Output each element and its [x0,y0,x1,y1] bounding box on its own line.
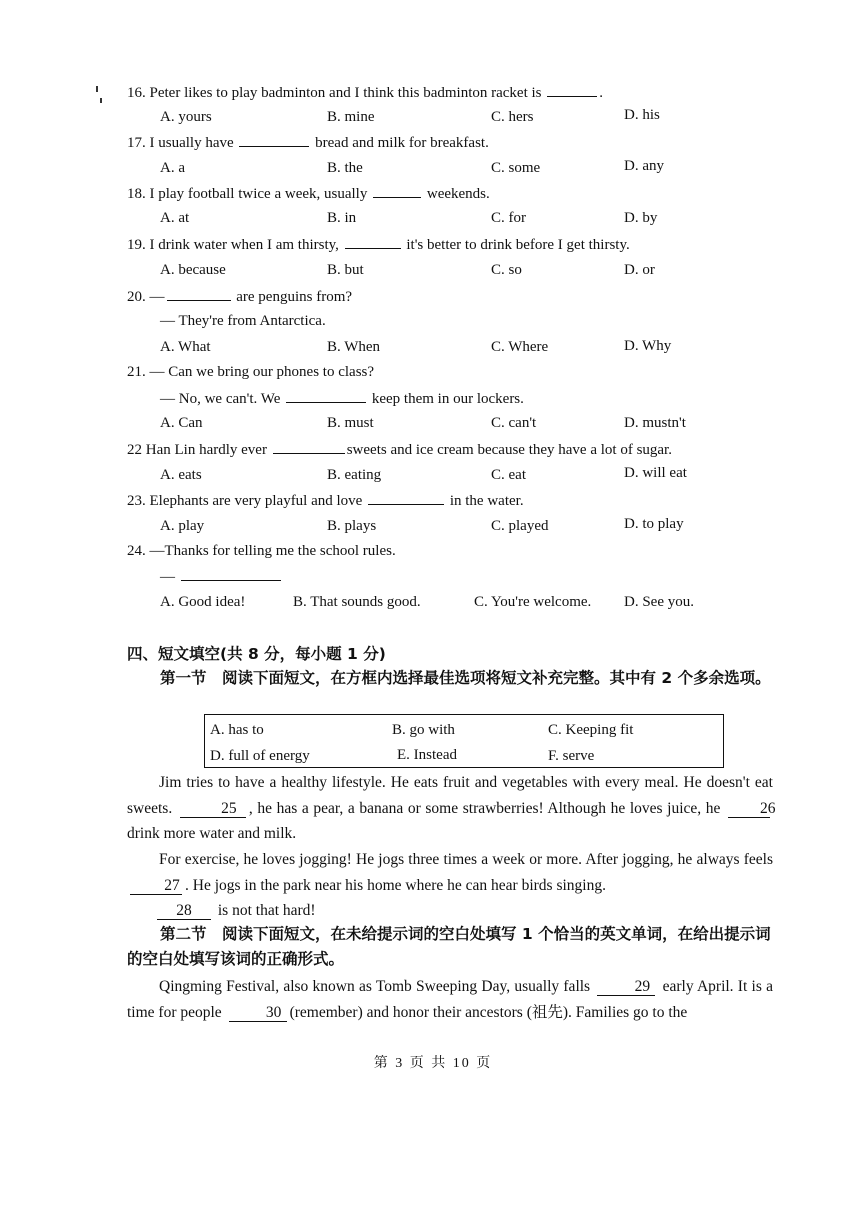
answer-blank[interactable] [273,439,345,454]
question-number: 19. [127,237,146,253]
option-c[interactable]: C. You're welcome. [474,594,592,610]
blank-27[interactable]: 27 [130,878,182,895]
question-stem: I play football twice a week, usually [149,186,368,202]
question-22: 22 Han Lin hardly ever sweets and ice cream because they have a lot of sugar. [127,439,672,460]
question-16: 16. Peter likes to play badminton and I think this badminton racket is . [127,82,603,103]
option-a[interactable]: A. because [160,262,226,278]
word-option-a[interactable]: A. has to [210,722,264,738]
option-d[interactable]: D. Why [624,338,672,354]
option-d[interactable]: D. mustn't [624,415,686,431]
option-b[interactable]: B. eating [327,467,382,483]
question-21: 21. — Can we bring our phones to class? [127,364,375,380]
option-a[interactable]: A. What [160,339,211,355]
option-c[interactable]: C. can't [491,415,537,431]
option-a[interactable]: A. Can [160,415,203,431]
option-b[interactable]: B. When [327,339,381,355]
question-number: 18. [127,186,146,202]
option-c[interactable]: C. some [491,160,541,176]
blank-28[interactable]: 28 [157,903,211,920]
dialogue-line: — [160,566,283,587]
option-b[interactable]: B. That sounds good. [293,594,421,610]
answer-blank[interactable] [167,286,231,301]
question-19: 19. I drink water when I am thirsty, it's better to drink before I get thirsty. [127,234,630,255]
question-number: 16. [127,85,146,101]
question-stem: I drink water when I am thirsty, [149,237,339,253]
option-c[interactable]: C. for [491,210,526,226]
question-number: 24. [127,543,146,559]
word-option-d[interactable]: D. full of energy [210,748,310,764]
answer-blank[interactable] [239,132,309,147]
blank-30[interactable]: 30 [229,1005,287,1022]
option-a[interactable]: A. a [160,160,185,176]
word-option-e[interactable]: E. Instead [397,747,457,763]
option-b[interactable]: B. mine [327,109,375,125]
blank-26[interactable]: 26 [728,801,770,818]
option-a[interactable]: A. at [160,210,190,226]
question-number: 17. [127,135,146,151]
question-stem: Peter likes to play badminton and I think this badminton racket is [149,85,542,101]
answer-blank[interactable] [368,490,444,505]
option-d[interactable]: D. by [624,210,658,226]
dialogue-line: — No, we can't. We keep them in our lockers. [160,388,524,409]
option-b[interactable]: B. in [327,210,357,226]
margin-mark [100,98,102,103]
answer-blank[interactable] [345,234,401,249]
option-d[interactable]: D. will eat [624,465,687,481]
question-number: 23. [127,493,146,509]
option-b[interactable]: B. the [327,160,363,176]
option-d[interactable]: D. his [624,107,660,123]
section-heading: 四、短文填空(共 8 分，每小题 1 分) [127,645,386,663]
blank-25[interactable]: 25 [180,801,246,818]
answer-blank[interactable] [547,82,597,97]
option-a[interactable]: A. play [160,518,205,534]
question-number: 21. [127,364,146,380]
margin-mark [96,86,98,92]
dialogue-line: — They're from Antarctica. [160,313,326,329]
question-stem: I usually have [149,135,234,151]
option-c[interactable]: C. played [491,518,549,534]
part1-heading: 第一节 阅读下面短文，在方框内选择最佳选项将短文补充完整。其中有 2 个多余选项。 [160,669,771,687]
page-footer: 第 3 页 共 10 页 [373,1056,493,1071]
question-23: 23. Elephants are very playful and love in the water. [127,490,524,511]
option-d[interactable]: D. or [624,262,655,278]
question-24: 24. —Thanks for telling me the school rules. [127,543,396,559]
word-option-c[interactable]: C. Keeping fit [548,722,634,738]
passage-1-paragraph-1: Jim tries to have a healthy lifestyle. He eats fruit and vegetables with every meal. He doesn't eat sweets. 25 , he has a pear, a banana or some strawberries! Although he loves juice, he 26 drink more water and milk. [127,774,776,842]
question-20: 20. — are penguins from? [127,286,352,307]
word-option-f[interactable]: F. serve [548,748,595,764]
part2-heading: 第二节 阅读下面短文，在未给提示词的空白处填写 1 个恰当的英文单词，在给出提示词的空白处填写该词的正确形式。 [127,925,771,968]
option-b[interactable]: B. but [327,262,364,278]
option-a[interactable]: A. Good idea! [160,594,246,610]
blank-29[interactable]: 29 [597,979,655,996]
option-d[interactable]: D. to play [624,516,684,532]
passage-1-paragraph-3: 28 is not that hard! [157,898,773,924]
question-number: 20. [127,289,146,305]
answer-blank[interactable] [373,183,421,198]
question-18: 18. I play football twice a week, usually weekends. [127,183,490,204]
option-c[interactable]: C. Where [491,339,549,355]
option-d[interactable]: D. See you. [624,594,694,610]
answer-blank[interactable] [181,566,281,581]
option-c[interactable]: C. so [491,262,522,278]
option-d[interactable]: D. any [624,158,664,174]
question-17: 17. I usually have bread and milk for breakfast. [127,132,489,153]
option-a[interactable]: A. eats [160,467,202,483]
answer-blank[interactable] [286,388,366,403]
option-c[interactable]: C. eat [491,467,526,483]
question-number: 22 [127,442,142,458]
option-b[interactable]: B. plays [327,518,377,534]
option-c[interactable]: C. hers [491,109,534,125]
option-a[interactable]: A. yours [160,109,212,125]
passage-2-paragraph-1: Qingming Festival, also known as Tomb Sweeping Day, usually falls 29 early April. It is a time for people 30 (remember) and honor their ancestors (祖先). Families go to the [127,978,773,1021]
option-b[interactable]: B. must [327,415,374,431]
passage-1-paragraph-2: For exercise, he loves jogging! He jogs three times a week or more. After jogging, he always feels 27 . He jogs in the park near his home where he can hear birds singing. [127,847,773,898]
word-option-b[interactable]: B. go with [392,722,455,738]
